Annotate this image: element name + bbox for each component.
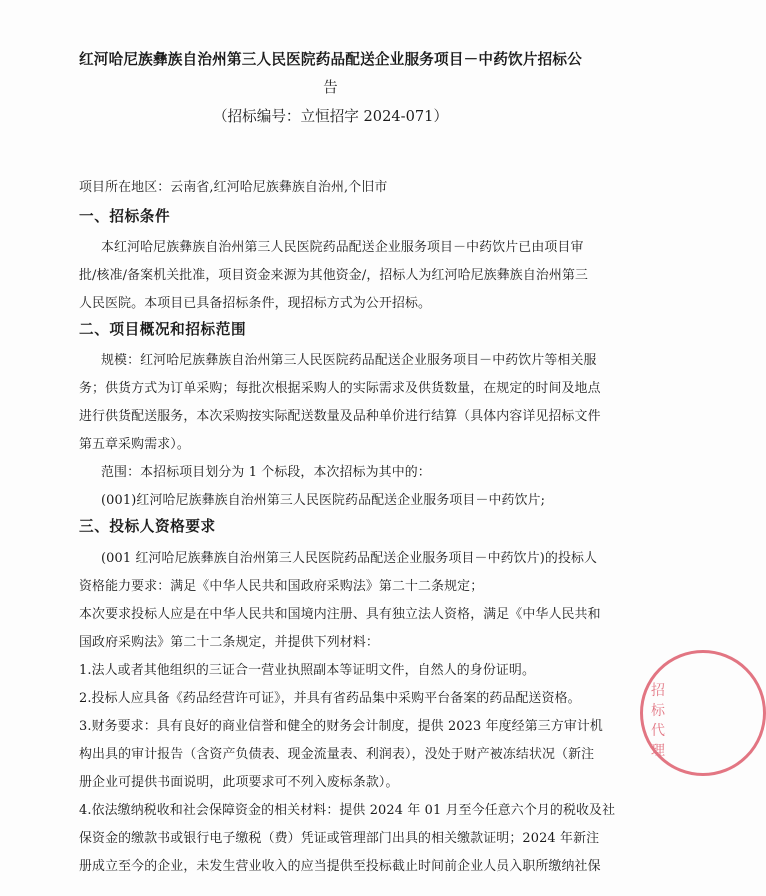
paragraph-line: 构出具的审计报告（含资产负债表、现金流量表、利润表），没处于财产被冻结状况（新注 [79,747,595,762]
official-seal-stamp [640,650,766,776]
paragraph-line: 第五章采购需求）。 [79,437,190,452]
list-item: 4.依法缴纳税收和社会保障资金的相关材料：提供 2024 年 01 月至今任意六个月的税收及社 [79,803,616,818]
paragraph-line: 批/核准/备案机关批准，项目资金来源为其他资金/，招标人为红河哈尼族彝族自治州第三 [79,268,589,283]
tender-number: （招标编号：立恒招字 2024-071） [212,108,449,125]
paragraph-line: 务；供货方式为订单采购；每批次根据采购人的实际需求及供货数量，在规定的时间及地点 [79,381,601,396]
paragraph-line: 册企业可提供书面说明，此项要求可不列入废标条款）。 [79,775,399,790]
paragraph-line: 本次要求投标人应是在中华人民共和国境内注册、具有独立法人资格，满足《中华人民共和 [79,607,601,622]
paragraph-line: 资格能力要求：满足《中华人民共和国政府采购法》第二十二条规定； [79,579,484,594]
section-heading-project-overview: 二、项目概况和招标范围 [79,321,247,338]
notice-title-line1: 红河哈尼族彝族自治州第三人民医院药品配送企业服务项目－中药饮片招标公 [79,51,582,68]
paragraph-line: 人民医院。本项目已具备招标条件，现招标方式为公开招标。 [79,296,432,311]
paragraph-line: 册成立至今的企业，未发生营业收入的应当提供至投标截止时间前企业人员入职所缴纳社保 [79,859,601,874]
paragraph-line: 本红河哈尼族彝族自治州第三人民医院药品配送企业服务项目－中药饮片已由项目审 [101,240,584,255]
seal-text: 招标代理 [651,683,665,759]
list-item: 3.财务要求：具有良好的商业信誉和健全的财务会计制度，提供 2023 年度经第三方审计机 [79,719,603,734]
paragraph-line: 进行供货配送服务，本次采购按实际配送数量及品种单价进行结算（具体内容详见招标文件 [79,409,601,424]
paragraph-line: 国政府采购法》第二十二条规定，并提供下列材料： [79,635,379,650]
paragraph-line: 规模：红河哈尼族彝族自治州第三人民医院药品配送企业服务项目－中药饮片等相关服 [101,353,597,368]
notice-title-line2: 告 [323,79,338,96]
section-heading-tender-conditions: 一、招标条件 [79,208,171,225]
project-location: 项目所在地区：云南省,红河哈尼族彝族自治州,个旧市 [79,180,388,195]
list-item: 2.投标人应具备《药品经营许可证》，并具有省药品集中采购平台备案的药品配送资格。 [79,691,581,706]
paragraph-line: (001)红河哈尼族彝族自治州第三人民医院药品配送企业服务项目－中药饮片; [101,493,546,508]
paragraph-line: (001 红河哈尼族彝族自治州第三人民医院药品配送企业服务项目－中药饮片)的投标人 [101,551,598,566]
paragraph-line: 保资金的缴款书或银行电子缴税（费）凭证或管理部门出具的相关缴款证明；2024 年新注 [79,831,600,846]
list-item: 1.法人或者其他组织的三证合一营业执照副本等证明文件，自然人的身份证明。 [79,663,535,678]
paragraph-line: 范围：本招标项目划分为 1 个标段，本次招标为其中的： [101,465,431,480]
section-heading-bidder-qualifications: 三、投标人资格要求 [79,518,216,535]
